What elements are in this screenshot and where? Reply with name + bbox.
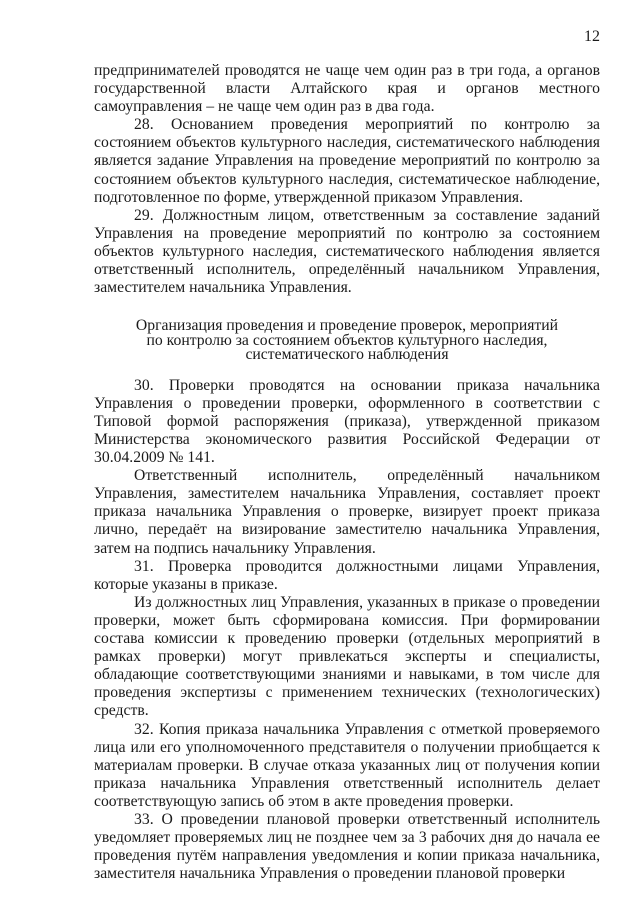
page-number: 12 bbox=[584, 28, 600, 45]
paragraph-30: 30. Проверки проводятся на основании приказа начальника Управления о проведении проверки, оформленного в соответствии с Типовой формой распоряжения (приказа), утвержденной приказом Министерства экономического развития Российской Федерации от 30.04.2009 № 141. bbox=[94, 376, 600, 467]
paragraph-31: 31. Проверка проводится должностными лицами Управления, которые указаны в приказе. bbox=[94, 557, 600, 593]
section-heading-line-3: систематического наблюдения bbox=[245, 346, 449, 364]
paragraph-continuation: предпринимателей проводятся не чаще чем один раз в три года, а органов государственной власти Алтайского края и органов местного самоуправления – не чаще чем один раз в два года. bbox=[94, 62, 600, 116]
section-heading bbox=[94, 319, 600, 363]
paragraph-31-continued: Из должностных лиц Управления, указанных в приказе о проведении проверки, может быть сформирована комиссия. При формировании состава комиссии к проведению проверки (отдельных мероприятий в рамках проверки) могут привлекаться эксперты и специалисты, обладающие соответствующими знаниями и навыками, в том числе для проведения экспертизы с применением технических (технологических) средств. bbox=[94, 593, 600, 720]
document-body bbox=[94, 62, 600, 883]
paragraph-32: 32. Копия приказа начальника Управления с отметкой проверяемого лица или его уполномоченного представителя о получении приобщается к материалам проверки. В случае отказа указанных лиц от получения копии приказа начальника Управления ответственный исполнитель делает соответствующую запись об этом в акте проведения проверки. bbox=[94, 720, 600, 810]
section-heading-line-2: по контролю за состоянием объектов культурного наследия, bbox=[146, 331, 548, 349]
paragraph-29: 29. Должностным лицом, ответственным за составление заданий Управления на проведение мероприятий по контролю за состоянием объектов культурного наследия, систематического наблюдения является ответственный исполнитель, определённый начальником Управления, заместителем начальника Управления. bbox=[94, 206, 600, 297]
paragraph-28: 28. Основанием проведения мероприятий по контролю за состоянием объектов культурного наследия, систематического наблюдения является задание Управления на проведение мероприятий по контролю за состоянием объектов культурного наследия, систематическое наблюдение, подготовленное по форме, утвержденной приказом Управления. bbox=[94, 116, 600, 206]
section-heading-line-1: Организация проведения и проведение проверок, мероприятий bbox=[135, 317, 559, 335]
paragraph-30-continued: Ответственный исполнитель, определённый начальником Управления, заместителем начальника Управления, составляет проект приказа начальника Управления о проверке, визирует проект приказа лично, передаёт на визирование заместителю начальника Управления, затем на подпись начальнику Управления. bbox=[94, 467, 600, 557]
paragraph-33: 33. О проведении плановой проверки ответственный исполнитель уведомляет проверяемых лиц не позднее чем за 3 рабочих дня до начала ее проведения путём направления уведомления и копии приказа начальника, заместителя начальника Управления о проведении плановой проверки bbox=[94, 810, 600, 883]
